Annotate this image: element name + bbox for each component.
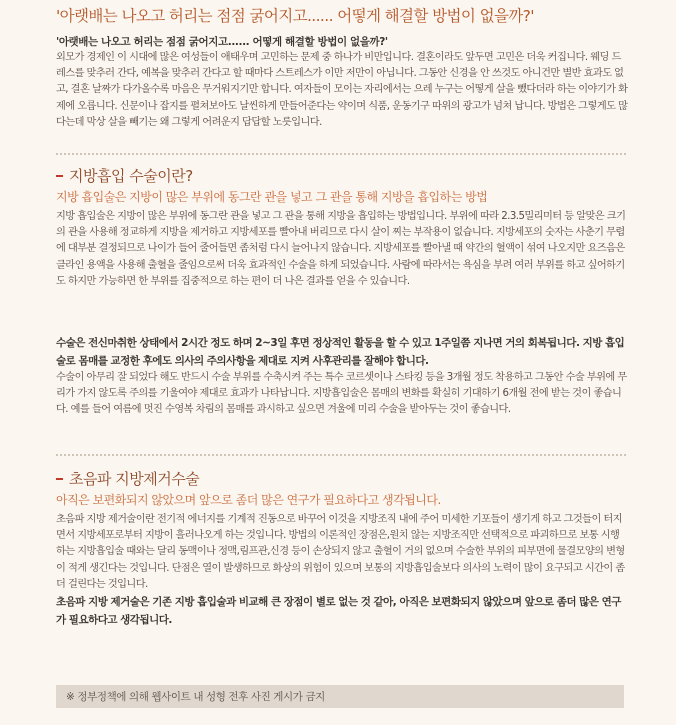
ultrasound-bold-paragraph: 초음파 지방 제거술은 기존 지방 흡입술과 비교해 큰 장점이 별로 없는 것 같아, 아직은 보편화되지 않았으며 앞으로 좀더 많은 연구가 필요하다고 생각됩니다. [56,596,621,626]
intro-block [56,34,628,131]
liposuction-body [56,209,628,290]
section-subtitle: 지방 흡입술은 지방이 많은 부위에 동그란 관을 넣고 그 관을 통해 지방을 흡입하는 방법 [56,190,488,204]
page-title: '아랫배는 나오고 허리는 점점 굵어지고...... 어떻게 해결할 방법이 없을까?' [56,7,534,25]
heading-bullet [56,175,63,177]
liposuction-bold-paragraph: 수술은 전신마취한 상태에서 2시간 정도 하며 2~3일 후면 정상적인 활동을 할 수 있고 1주일쯤 지나면 거의 회복됩니다. 지방 흡입술로 몸매를 교정한 후에도 의사의 주의사항을 제대로 지켜 사후관리를 잘해야 합니다. [56,337,625,367]
notice-bar [56,685,624,708]
section-heading-liposuction [56,165,193,186]
liposuction-aftercare-paragraph: 수술이 아무리 잘 되었다 해도 반드시 수술 부위를 수축시켜 주는 특수 코르셋이나 스타킹 등을 3개월 정도 착용하고 그동안 수술 부위에 무리가 가지 않도록 주의를 기울여야 제대로 효과가 나타납니다. 지방흡입술은 몸매의 변화를 확실히 기대하기 6개월 전에 받는 것이 좋습니다. 예를 들어 여름에 멋진 수영복 차림의 몸매를 과시하고 싶으면 겨울에 미리 수술을 받아두는 것이 좋습니다. [56,372,627,416]
notice-text: ※ 정부정책에 의해 웹사이트 내 성형 전후 사진 게시가 금지 [66,691,325,703]
intro-lead: '아랫배는 나오고 허리는 점점 굵어지고...... 어떻게 해결할 방법이 없을까?' [56,36,388,48]
section-heading-ultrasound [56,468,199,489]
section-title: 지방흡입 수술이란? [69,167,193,185]
liposuction-paragraph: 지방 흡입술은 지방이 많은 부위에 동그란 관을 넣고 그 관을 통해 지방을 흡입하는 방법입니다. 부위에 따라 2.3.5밀리미터 등 알맞은 크기의 관을 사용해 정교하게 지방을 제거하고 지방세포를 빨아내 버리므로 다시 살이 찌는 부작용이 없습니다. 지방세포의 숫자는 사춘기 무렵에 대부분 결정되므로 나이가 들어 줄어들면 좀처럼 다시 늘어나지 않습니다. 지방세포를 빨아낼 때 약간의 혈액이 섞여 나오지만 요즈음은 클라인 용액을 사용해 출혈을 줄임으로써 더욱 효과적인 수술을 하게 되었습니다. 사람에 따라서는 욕심을 부려 여러 부위를 하고 싶어하기도 하지만 가능하면 한 부위를 집중적으로 하는 편이 더 나은 결과를 얻을 수 있습니다. [56,211,626,287]
ultrasound-body [56,512,628,629]
section-subtitle: 아직은 보편화되지 않았으며 앞으로 좀더 많은 연구가 필요하다고 생각됩니다. [56,493,441,507]
liposuction-bold-block [56,335,628,419]
intro-paragraph: 외모가 경제인 이 시대에 많은 여성들이 애태우며 고민하는 문제 중 하나가 비만입니다. 결혼이라도 앞두면 고민은 더욱 커집니다. 웨딩 드레스를 맞추러 간다, 예복을 맞추러 간다고 할 때마다 스트레스가 이만 저만이 아닙니다. 그동안 신경을 안 쓰것도 아니건만 별반 효과도 없고, 결혼 날짜가 다가올수록 마음은 무거워지기만 합니다. 여자들이 모이는 자리에서는 으레 누구는 어떻게 살을 뺐다더라 하는 이야기가 화제에 오릅니다. 신문이나 잡지를 펼쳐보아도 날씬하게 만들어준다는 약이며 식품, 운동기구 따위의 광고가 넘쳐 납니다. 방법은 그렇게도 많다는데 막상 살을 빼기는 왜 그렇게 어려운지 답답할 노릇입니다. [56,52,628,128]
heading-bullet [56,478,63,480]
section-divider [56,153,626,155]
section-divider [56,454,626,456]
ultrasound-paragraph: 초음파 지방 제거술이란 전기적 에너지를 기계적 진동으로 바꾸어 이것을 지방조직 내에 주어 미세한 기포들이 생기게 하고 그것들이 터지면서 지방세포로부터 지방이 흘러나오게 하는 것입니다. 방법의 이론적인 장점은,원치 않는 지방조직만 선택적으로 파괴하므로 보통 시행하는 지방흡입술 때와는 달리 동맥이나 정맥,림프관,신경 등이 손상되지 않고 출혈이 거의 없으며 수술한 부위의 피부면에 물결모양의 변형이 적게 생긴다는 것입니다. 단점은 열이 발생하므로 화상의 위험이 있으며 보통의 지방흡입술보다 의사의 노력이 많이 요구되고 시간이 좀더 걸린다는 것입니다. [56,514,625,590]
section-title: 초음파 지방제거수술 [69,470,200,488]
